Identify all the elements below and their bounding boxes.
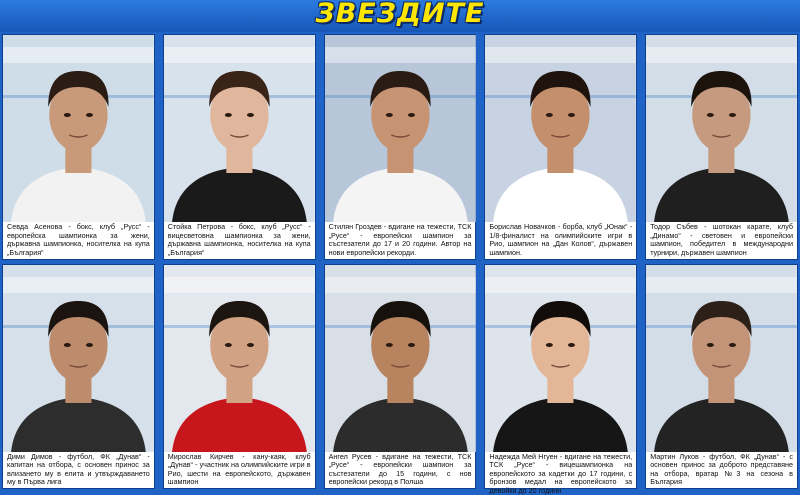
athlete-photo [3, 265, 154, 452]
athlete-photo [325, 265, 476, 452]
star-card [484, 264, 637, 495]
athlete-caption: Тодор Събев - шотокан карате, клуб „Динамо“ - световен и европейски шампион, победител в международни турнири, държавен шампион [646, 222, 797, 259]
athlete-photo [646, 265, 797, 452]
athlete-caption: Стойка Петрова - бокс, клуб „Русс“ - вицесветовна шампионка за жени, държавна шампионка, носителка на купа „България“ [164, 222, 315, 259]
star-card [484, 34, 637, 260]
athlete-caption: Севда Асенова - бокс, клуб „Русс“ - европейска шампионка за жени, държавна шампионка, носителка на купа „България“ [3, 222, 154, 259]
page-title: ЗВЕЗДИТЕ [315, 0, 485, 29]
athlete-caption: Ангел Русев - вдигане на тежести, ТСК „Русе“ - европейски шампион за състезатели до 15 години, с нов европейски рекорд в Полша [325, 452, 476, 489]
athlete-photo [485, 265, 636, 452]
athlete-photo [164, 265, 315, 452]
star-card [163, 264, 316, 490]
athlete-caption: Дими Димов - футбол, ФК „Дунав“ - капитан на отбора, с основен принос за влизането му в елита и утвърждаването му в Първа лига [3, 452, 154, 489]
athlete-caption: Надежда Мей Нгуен - вдигане на тежести, ТСК „Русе“ - вицешампионка на европейското за кадетки до 17 години, с бронзов медал на европейското за девойки до 20 години [485, 452, 636, 489]
star-card [645, 264, 798, 490]
athlete-photo [485, 35, 636, 222]
athlete-photo [164, 35, 315, 222]
star-card [324, 264, 477, 490]
stars-grid [2, 34, 798, 495]
athlete-photo [325, 35, 476, 222]
athlete-photo [3, 35, 154, 222]
star-card [2, 264, 155, 490]
athlete-caption: Мартин Луков - футбол, ФК „Дунав“ - с основен принос за доброто представяне на отбора, вратар №3 на сезона в България [646, 452, 797, 489]
star-card [2, 34, 155, 260]
athlete-caption: Стилян Гроздев - вдигане на тежести, ТСК „Русе“ - европейски шампион за състезатели до 17 и 20 години. Автор на нови европейски рекорди. [325, 222, 476, 259]
star-card [163, 34, 316, 260]
star-card [645, 34, 798, 260]
star-card [324, 34, 477, 260]
athlete-caption: Борислав Новачков - борба, клуб „Юнак“ - 1/8-финалист на олимпийските игри в Рио, шампион на „Дан Колов“, държавен шампион. [485, 222, 636, 259]
athlete-photo [646, 35, 797, 222]
athlete-caption: Мирослав Кирчев - кану-каяк, клуб „Дунав“ - участник на олимпийските игри в Рио, шести на европейското, държавен шампион [164, 452, 315, 489]
